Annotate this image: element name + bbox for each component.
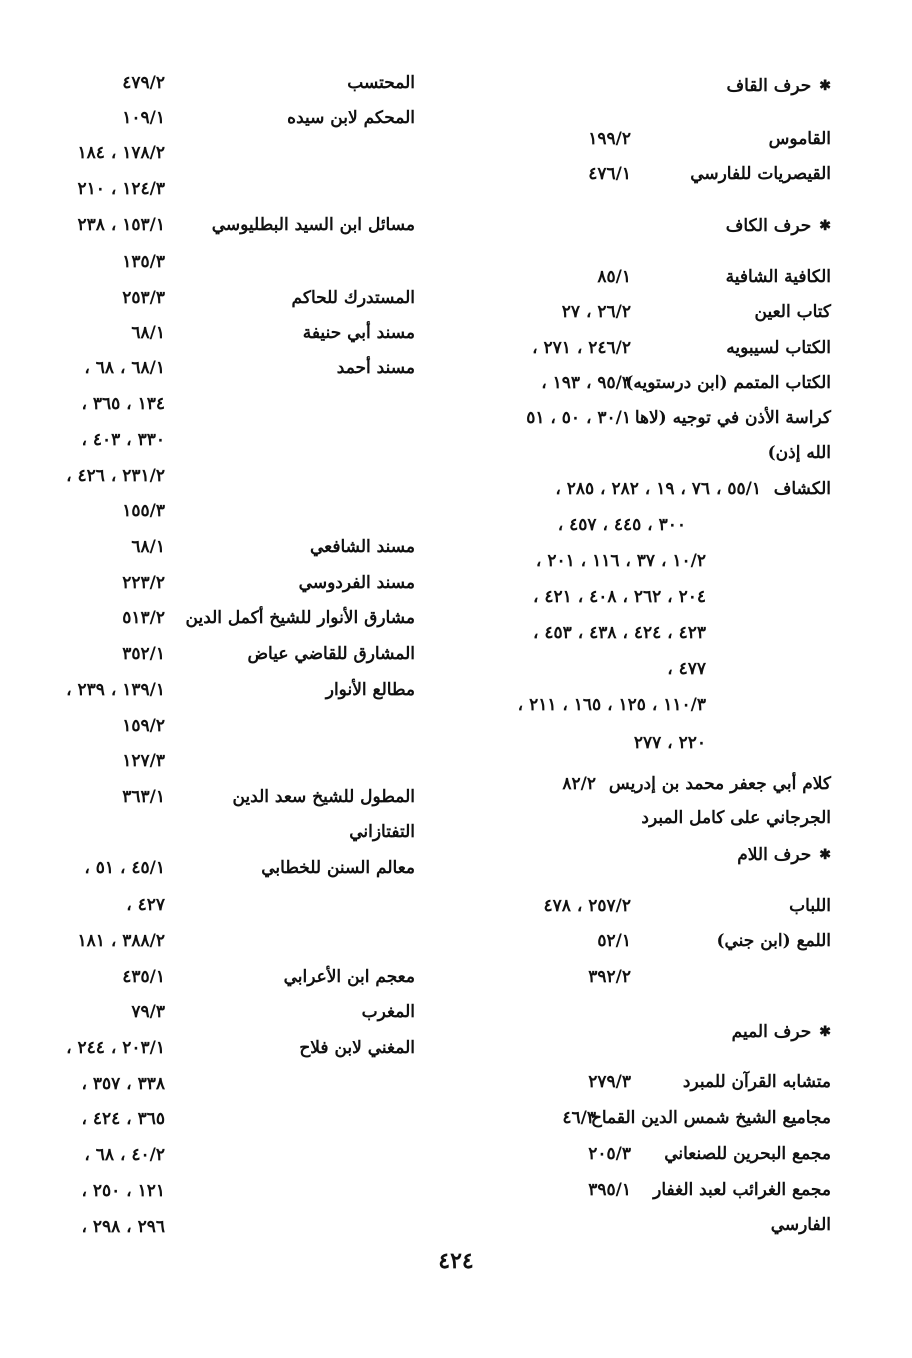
index-entry: ٤٠/٢ ، ٦٨ ،: [84, 1144, 165, 1165]
index-entry: ١٥٥/٣: [122, 501, 165, 521]
index-entry: مسائل ابن السيد البطليوسي ١٥٣/١ ، ٢٣٨: [77, 215, 415, 235]
index-entry: الفارسي: [770, 1214, 831, 1235]
index-entry: ٣٣٠ ، ٤٠٣ ،: [81, 429, 165, 450]
index-entry: الكافية الشافية ٨٥/١: [597, 266, 831, 287]
index-entry: ٢٣١/٢ ، ٤٢٦ ،: [66, 465, 165, 486]
star-icon: ✱: [819, 1024, 831, 1040]
index-entry: مسند أبي حنيفة ٦٨/١: [131, 323, 415, 343]
index-entry: القاموس ١٩٩/٢: [588, 128, 831, 149]
index-entry: مجمع الغرائب لعبد الغفار ٣٩٥/١: [588, 1179, 831, 1200]
index-entry: ٤٧٧ ،: [667, 658, 706, 679]
index-entry: ١١٠/٣ ، ١٢٥ ، ١٦٥ ، ٢١١ ،: [517, 694, 706, 715]
index-entry: المغرب ٧٩/٣: [131, 1002, 415, 1022]
index-entry: كلام أبي جعفر محمد بن إدريس ٨٢/٢: [562, 773, 831, 794]
index-entry: ١٧٨/٢ ، ١٨٤: [77, 143, 165, 163]
index-entry: متشابه القرآن للمبرد ٢٧٩/٣: [588, 1072, 831, 1092]
index-entry: ١٥٩/٢: [122, 715, 165, 736]
index-entry: الله إذن): [767, 443, 831, 463]
index-entry: ٤٢٣ ، ٤٢٤ ، ٤٣٨ ، ٤٥٣ ،: [532, 622, 706, 643]
index-entry: المطول للشيخ سعد الدين ٣٦٣/١: [122, 786, 415, 807]
index-entry: ٣٨٨/٢ ، ١٨١: [77, 930, 165, 951]
right-column: [456, 60, 831, 1242]
index-entry: ٣٩٢/٢: [588, 966, 631, 987]
section-header: ✱ حرف الكاف: [725, 215, 831, 236]
index-entry: اللمع (ابن جني) ٥٢/١: [597, 931, 831, 951]
index-entry: الجرجاني على كامل المبرد: [641, 807, 831, 828]
index-entry: المستدرك للحاكم ٢٥٣/٣: [122, 287, 415, 308]
index-entry: ١٣٤ ، ٣٦٥ ،: [81, 393, 165, 414]
section-header: ✱ حرف الميم: [731, 1021, 831, 1042]
star-icon: ✱: [819, 78, 831, 94]
index-entry: ٤٢٧ ،: [126, 894, 165, 915]
index-entry: الكتاب لسيبويه ٢٤٦/٢ ، ٢٧١ ،: [532, 337, 831, 358]
index-entry: المغني لابن فلاح ٢٠٣/١ ، ٢٤٤ ،: [66, 1037, 415, 1058]
index-entry: مجاميع الشيخ شمس الدين القماح ٤٦/٣: [562, 1107, 831, 1128]
index-entry: ٢٩٦ ، ٢٩٨ ،: [81, 1216, 165, 1237]
index-entry: الكتاب المتمم (ابن درستويه) ٩٥/٣ ، ١٩٣ ،: [541, 373, 831, 393]
index-entry: الكشاف ٥٥/١ ، ٧٦ ، ١٩ ، ٢٨٢ ، ٢٨٥ ،: [555, 478, 831, 499]
index-entry: ١٠/٢ ، ٣٧ ، ١١٦ ، ٢٠١ ،: [535, 550, 706, 571]
star-icon: ✱: [819, 847, 831, 863]
index-entry: مسند أحمد ٦٨/١ ، ٦٨ ،: [84, 358, 415, 378]
index-entry: معالم السنن للخطابي ٤٥/١ ، ٥١ ،: [84, 857, 415, 878]
index-entry: كتاب العين ٢٦/٢ ، ٢٧: [561, 301, 831, 322]
index-entry: ١٢١ ، ٢٥٠ ،: [81, 1180, 165, 1201]
index-entry: ١٣٥/٣: [122, 251, 165, 272]
index-entry: مجمع البحرين للصنعاني ٢٠٥/٣: [588, 1143, 831, 1164]
index-entry: ٣٣٨ ، ٣٥٧ ،: [81, 1073, 165, 1094]
index-entry: مشارق الأنوار للشيخ أكمل الدين ٥١٣/٢: [122, 608, 415, 628]
index-entry: ٣٦٥ ، ٤٢٤ ،: [81, 1109, 165, 1129]
index-entry: مطالع الأنوار ١٣٩/١ ، ٢٣٩ ،: [66, 679, 415, 700]
index-entry: التفتازاني: [349, 821, 415, 842]
index-entry: ٢٠٤ ، ٢٦٢ ، ٤٠٨ ، ٤٢١ ،: [532, 586, 706, 607]
index-entry: مسند الفردوسي ٢٢٣/٢: [122, 572, 415, 593]
index-entry: مسند الشافعي ٦٨/١: [131, 536, 415, 557]
index-entry: ٣٠٠ ، ٤٤٥ ، ٤٥٧ ،: [557, 514, 686, 535]
index-entry: المحكم لابن سيده ١٠٩/١: [122, 108, 415, 128]
page-number: ٤٢٤: [438, 1248, 474, 1274]
index-entry: معجم ابن الأعرابي ٤٣٥/١: [122, 966, 415, 987]
index-entry: المحتسب ٤٧٩/٢: [122, 73, 415, 93]
index-entry: ٢٢٠ ، ٢٧٧: [633, 732, 706, 753]
index-entry: ١٢٧/٣: [122, 751, 165, 771]
index-entry: القيصريات للفارسي ٤٧٦/١: [588, 163, 831, 184]
section-header: ✱ حرف القاف: [726, 75, 831, 96]
index-entry: ١٢٤/٣ ، ٢١٠: [77, 178, 165, 199]
star-icon: ✱: [819, 218, 831, 234]
index-entry: اللباب ٢٥٧/٢ ، ٤٧٨: [543, 896, 831, 916]
index-entry: المشارق للقاضي عياض ٣٥٢/١: [122, 643, 415, 664]
index-entry: كراسة الأذن في توجيه (لاها ٣٠/١ ، ٥٠ ، ٥١: [526, 408, 831, 428]
section-header: ✱ حرف اللام: [737, 844, 831, 865]
left-column: [50, 60, 415, 1245]
